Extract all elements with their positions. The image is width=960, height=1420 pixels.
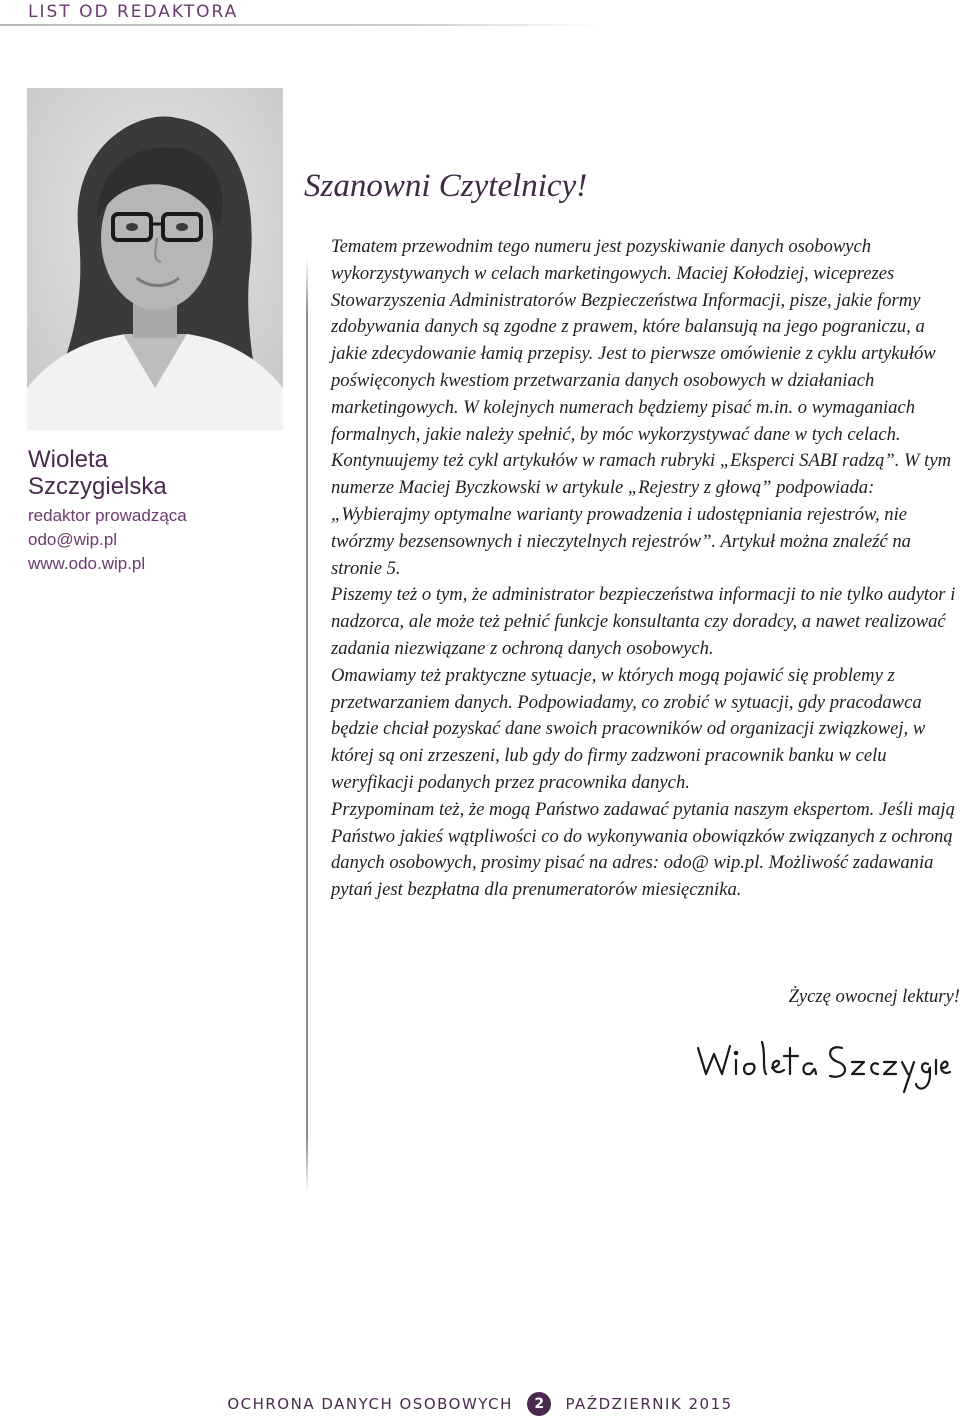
- letter-paragraph: Omawiamy też praktyczne sytuacje, w których mogą pojawić się problemy z przetwarzaniem danych. Podpowiadamy, co zrobić w sytuacji, gdy pracodawca będzie chciał pozyskać dane swoich pracowników od organizacji związkowej, w której są oni zrzeszeni, lub gdy do firmy zadzwoni pracownik banku w celu weryfikacji podanych przez pracownika danych.: [331, 664, 926, 793]
- letter-paragraph: Tematem przewodnim tego numeru jest pozyskiwanie danych osobowych wykorzystywanych w celach marketingowych. Maciej Kołodziej, wiceprezes Stowarzyszenia Administratorów Bezpieczeństwa Informacji, pisze, jakie formy zdobywania danych są zgodne z prawem, które balansują na jego pograniczu, a jakie zdecydowanie łamią przepisy. Jest to pierwsze omówienie z cyklu artykułów poświęconych kwestiom przetwarzania danych osobowych w działaniach marketingowych. W kolejnych numerach będziemy pisać m.in. o wymaganiach formalnych, jakie należy spełnić, by móc wykorzystywać dane w tych celach.: [331, 236, 936, 445]
- editor-name-first: Wioleta: [28, 446, 109, 473]
- editor-name-last: Szczygielska: [28, 473, 167, 500]
- editor-photo: [27, 88, 283, 430]
- editor-website-link[interactable]: www.odo.wip.pl: [28, 554, 146, 573]
- page-number: 2: [527, 1392, 551, 1416]
- editor-email-link[interactable]: odo@wip.pl: [28, 530, 118, 549]
- editor-info: [28, 446, 288, 576]
- letter-closing: Życzę owocnej lektury!: [788, 986, 960, 1007]
- header-divider: [0, 24, 600, 26]
- section-label: LIST OD REDAKTORA: [28, 2, 239, 22]
- footer-publication: OCHRONA DANYCH OSOBOWYCH: [227, 1395, 513, 1413]
- column-divider: [306, 258, 308, 1193]
- letter-paragraph: Przypominam też, że mogą Państwo zadawać pytania naszym ekspertom. Jeśli mają Państwo jakieś wątpliwości co do wykonywania obowiązków związanych z ochroną danych osobowych, prosimy pisać na adres: odo@ wip.pl. Możliwość zadawania pytań jest bezpłatna dla prenumeratorów miesięcznika.: [331, 798, 955, 901]
- page-footer: [0, 1392, 960, 1420]
- editor-role: redaktor prowadząca: [28, 506, 187, 525]
- letter-paragraph: Kontynuujemy też cykl artykułów w ramach rubryki „Eksperci SABI radzą”. W tym numerze Maciej Byczkowski w artykule „Rejestry z głową” podpowiada: „Wybierajmy optymalne warianty prowadzenia i udostępniania rejestrów, nie twórzmy bezsensownych i nieczytelnych rejestrów”. Artykuł można znaleźć na stronie 5.: [331, 450, 952, 579]
- letter-paragraph: Piszemy też o tym, że administrator bezpieczeństwa informacji to nie tylko audytor i nadzorca, ale może też pełnić funkcje konsultanta czy doradcy, a nawet realizować zadania niezwiązane z ochroną danych osobowych.: [331, 584, 956, 659]
- letter-body: [331, 234, 960, 904]
- letter-greeting: Szanowni Czytelnicy!: [304, 168, 588, 204]
- handwritten-signature: [692, 1034, 954, 1103]
- footer-issue: PAŹDZIERNIK 2015: [565, 1395, 733, 1413]
